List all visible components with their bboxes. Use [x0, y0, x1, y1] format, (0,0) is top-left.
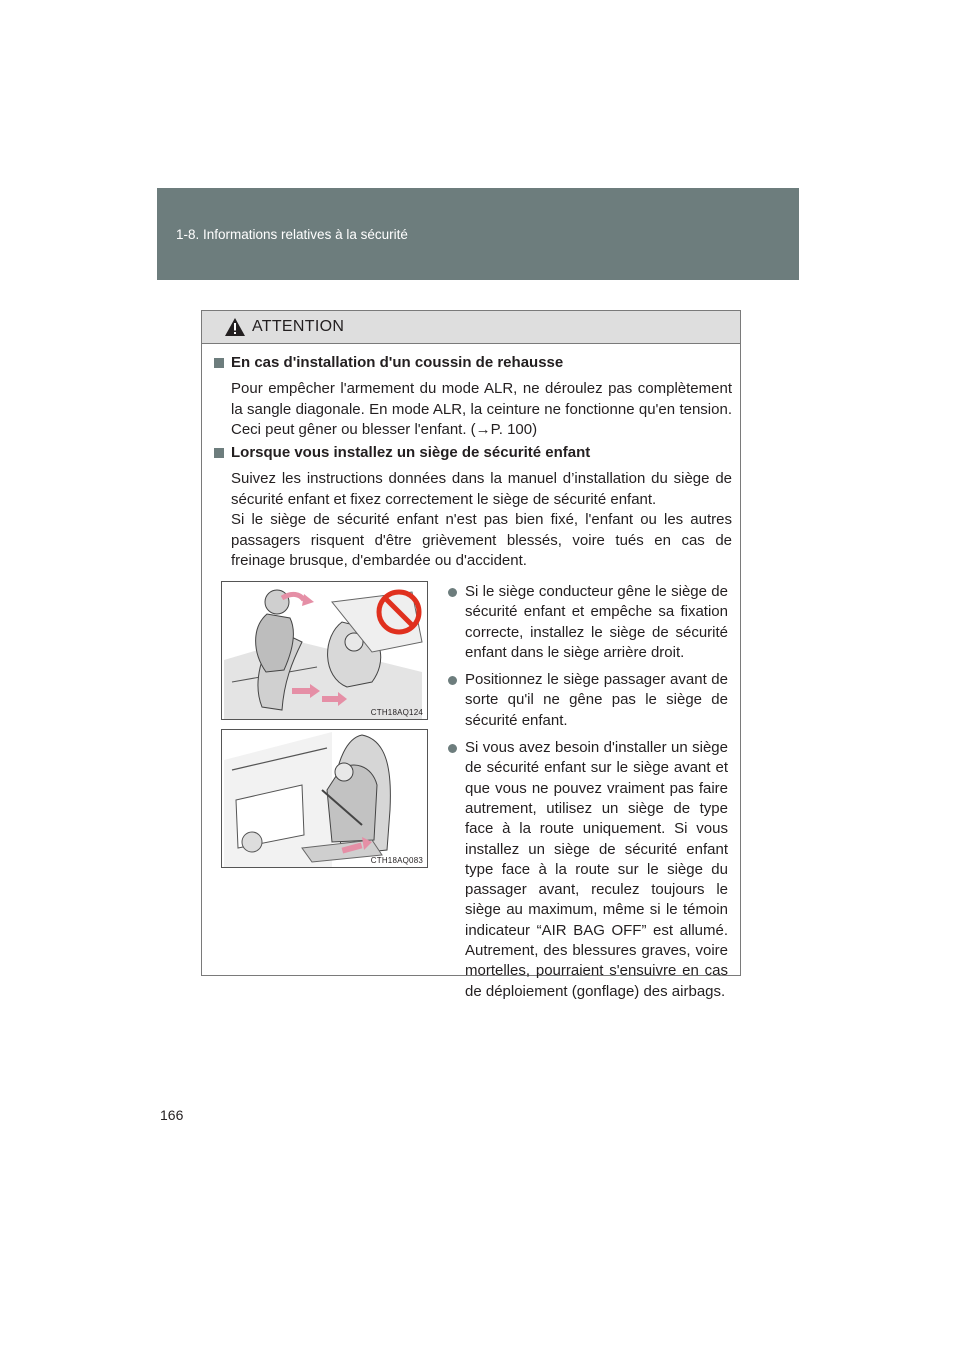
section-child-seat	[214, 443, 732, 572]
round-bullet-icon	[448, 676, 457, 685]
figure-front-seat-conflict	[221, 581, 428, 720]
bullet-list	[448, 582, 728, 1009]
square-bullet-icon	[214, 448, 224, 458]
list-item: Si vous avez besoin d'installer un siège de sécurité enfant sur le siège avant et que vous ne pouvez vraiment pas faire autrement, utilisez un siège de type face à la route uniquement. Si vous installez un siège de sécurité enfant type face à la route sur le siège du passager avant, reculez toujours le siège au maximum, même si le témoin indicateur “AIR BAG OFF” est allumé. Autrement, des blessures graves, voire mortelles, pourraient s'ensuivre en cas de déploiement (gonflage) des airbags.	[448, 738, 728, 1002]
prohibited-sign-icon	[375, 588, 423, 636]
list-item: Si le siège conducteur gêne le siège de sécurité enfant et empêche sa fixation correcte, installez le siège de sécurité enfant dans le siège arrière droit.	[448, 582, 728, 663]
section-booster-title: En cas d'installation d'un coussin de rehausse	[214, 353, 732, 373]
section-title: 1-8. Informations relatives à la sécurité	[176, 227, 408, 242]
attention-header	[202, 311, 740, 344]
section-child-seat-text: Suivez les instructions données dans la manuel d’installation du siège de sécurité enfant et fixez correctement le siège de sécurité enfant. Si le siège de sécurité enfant n'est pas bien fixé, l'enfant ou les autres passagers risquent d'être grièvement blessés, voire tués en cas de freinage brusque, d'embardée ou d'accident.	[231, 470, 732, 569]
attention-label: ATTENTION	[252, 318, 345, 335]
figure-code: CTH18AQ083	[370, 856, 423, 865]
round-bullet-icon	[448, 588, 457, 597]
figure-code: CTH18AQ124	[370, 708, 423, 717]
square-bullet-icon	[214, 358, 224, 368]
child-seat-illustration	[222, 730, 427, 867]
round-bullet-icon	[448, 744, 457, 753]
figure-front-passenger-seat	[221, 729, 428, 868]
section-booster-text: Pour empêcher l'armement du mode ALR, ne déroulez pas complètement la sangle diagonale. En mode ALR, la ceinture ne fonctionne qu'en tension. Ceci peut gêner ou blesser l'enfant. (→P. 100)	[231, 380, 732, 438]
page-number: 166	[160, 1107, 184, 1123]
list-item: Positionnez le siège passager avant de sorte qu'il ne gêne pas le siège de sécurité enfant.	[448, 670, 728, 731]
warning-triangle-icon	[224, 317, 246, 337]
section-booster	[214, 353, 732, 441]
attention-box	[201, 310, 741, 1000]
section-child-seat-title: Lorsque vous installez un siège de sécurité enfant	[214, 443, 732, 463]
